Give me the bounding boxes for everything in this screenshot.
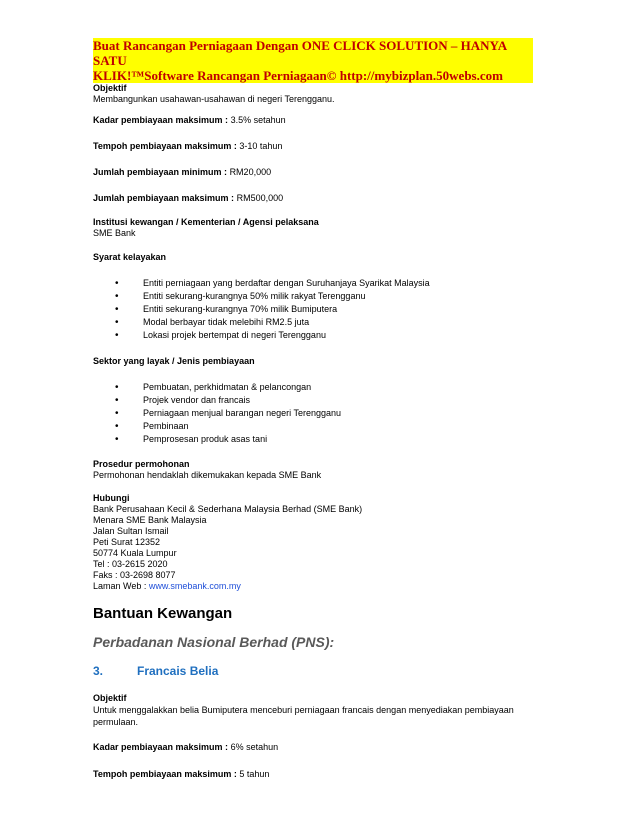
address-line: Jalan Sultan Ismail [93, 526, 169, 536]
tempoh-value: 3-10 tahun [239, 141, 283, 151]
syarat-section [93, 252, 538, 342]
heading-bantuan-kewangan: Bantuan Kewangan [93, 605, 233, 622]
tempoh-label: Tempoh pembiayaan maksimum : [93, 141, 237, 151]
section-number: 3. [93, 664, 104, 678]
document-page [93, 38, 538, 780]
institusi-label: Institusi kewangan / Kementerian / Agensi pelaksana [93, 217, 319, 227]
objektif2-label: Objektif [93, 693, 127, 703]
kadar-section [93, 115, 538, 126]
list-item: • Perniagaan menjual barangan negeri Terengganu [115, 407, 538, 420]
list-item: • Modal berbayar tidak melebihi RM2.5 juta [115, 316, 538, 329]
heading-pns: Perbadanan Nasional Berhad (PNS): [93, 634, 335, 650]
sektor-list [93, 381, 538, 446]
hubungi-label: Hubungi [93, 493, 130, 503]
list-item: • Entiti sekurang-kurangnya 50% milik rakyat Terengganu [115, 290, 538, 303]
syarat-label: Syarat kelayakan [93, 252, 167, 262]
website-label: Laman Web : [93, 581, 147, 591]
objektif-text: Membangunkan usahawan-usahawan di negeri Terengganu. [93, 94, 335, 104]
prosedur-label: Prosedur permohonan [93, 459, 190, 469]
objektif-label: Objektif [93, 83, 127, 93]
promo-banner[interactable] [93, 38, 533, 83]
address-line: 50774 Kuala Lumpur [93, 548, 177, 558]
kadar2-section [93, 742, 538, 753]
tempoh2-value: 5 tahun [239, 769, 270, 779]
objektif2-text: Untuk menggalakkan belia Bumiputera menceburi perniagaan francais dengan menyediakan pembiayaan permulaan. [93, 705, 514, 727]
syarat-list [93, 277, 538, 342]
website-link[interactable]: www.smebank.com.my [148, 581, 241, 591]
tempoh-section [93, 141, 538, 152]
address-line: Bank Perusahaan Kecil & Sederhana Malaysia Berhad (SME Bank) [93, 504, 363, 514]
kadar2-value: 6% setahun [230, 742, 279, 752]
sektor-section [93, 356, 538, 446]
institusi-section [93, 217, 538, 239]
minimum-section [93, 167, 538, 178]
list-item: • Projek vendor dan francais [115, 394, 538, 407]
list-item: • Pembuatan, perkhidmatan & pelancongan [115, 381, 538, 394]
fax-line: Faks : 03-2698 8077 [93, 570, 176, 580]
kadar-label: Kadar pembiayaan maksimum : [93, 115, 229, 125]
list-item: • Entiti sekurang-kurangnya 70% milik Bumiputera [115, 303, 538, 316]
list-item: • Lokasi projek bertempat di negeri Terengganu [115, 329, 538, 342]
institusi-value: SME Bank [93, 228, 136, 238]
address-line: Menara SME Bank Malaysia [93, 515, 207, 525]
kadar-value: 3.5% setahun [230, 115, 286, 125]
list-item: • Pembinaan [115, 420, 538, 433]
minimum-label: Jumlah pembiayaan minimum : [93, 167, 228, 177]
tempoh2-section [93, 769, 538, 780]
maksimum-label: Jumlah pembiayaan maksimum : [93, 193, 235, 203]
heading-francais-belia [93, 664, 538, 679]
address-line: Peti Surat 12352 [93, 537, 161, 547]
list-item: • Pemprosesan produk asas tani [115, 433, 538, 446]
objektif2-section [93, 693, 523, 728]
list-item: • Entiti perniagaan yang berdaftar dengan Suruhanjaya Syarikat Malaysia [115, 277, 538, 290]
prosedur-section [93, 459, 538, 481]
objektif-section [93, 83, 538, 105]
section-title: Francais Belia [137, 664, 219, 678]
maksimum-value: RM500,000 [236, 193, 284, 203]
banner-line-2: KLIK!™Software Rancangan Perniagaan© http://mybizplan.50webs.com [93, 68, 503, 83]
banner-line-1: Buat Rancangan Perniagaan Dengan ONE CLICK SOLUTION – HANYA SATU [93, 38, 507, 68]
kadar2-label: Kadar pembiayaan maksimum : [93, 742, 229, 752]
maksimum-section [93, 193, 538, 204]
sektor-label: Sektor yang layak / Jenis pembiayaan [93, 356, 255, 366]
phone-line: Tel : 03-2615 2020 [93, 559, 168, 569]
minimum-value: RM20,000 [229, 167, 272, 177]
website-line [93, 581, 538, 592]
tempoh2-label: Tempoh pembiayaan maksimum : [93, 769, 237, 779]
hubungi-section [93, 493, 538, 592]
prosedur-text: Permohonan hendaklah dikemukakan kepada SME Bank [93, 470, 322, 480]
